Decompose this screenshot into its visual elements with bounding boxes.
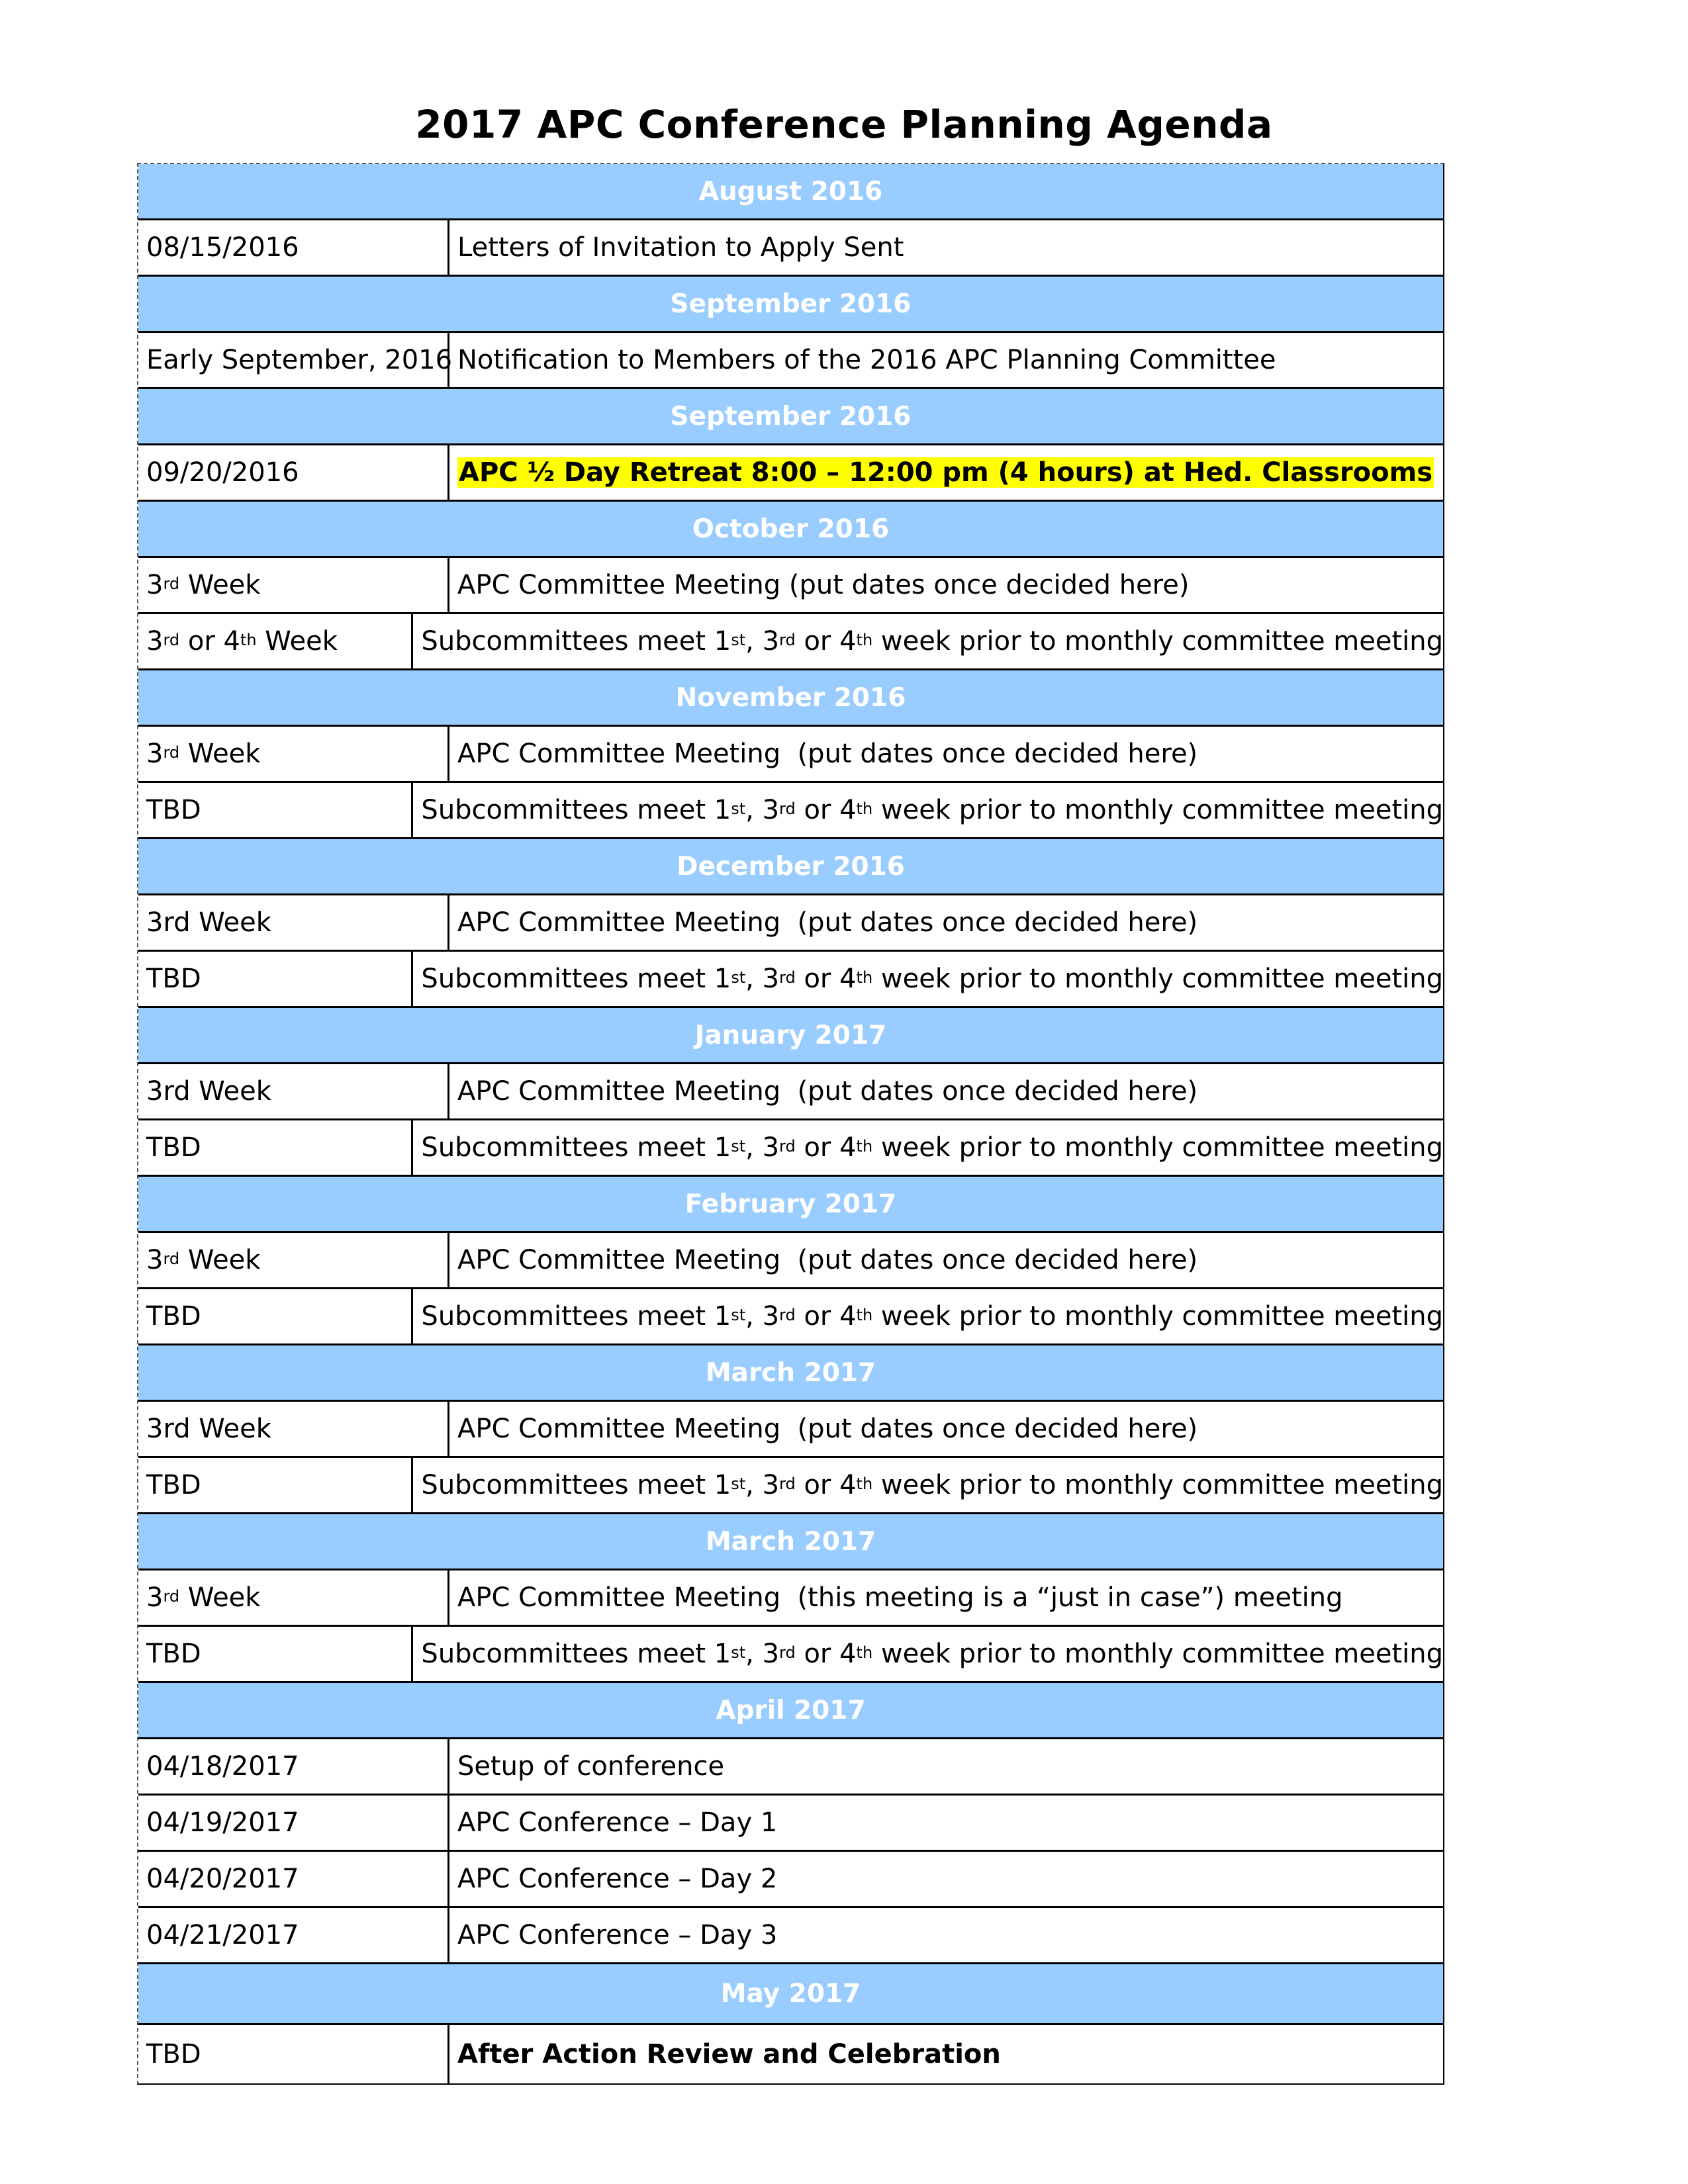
date-cell: 3 $^{rd}$ Week: [138, 558, 449, 612]
description-cell: APC Committee Meeting (put dates once decided here): [457, 570, 1190, 600]
description-cell: APC Conference – Day 1: [457, 1807, 778, 1838]
date-cell: 3 $^{rd}$ Week: [138, 1570, 449, 1625]
description-cell: Subcommittees meet 1 $^{st}$ , 3 $^{rd}$ or 4 $^{th}$ week prior to monthly committee meeting: [421, 1301, 1443, 1332]
description-cell: APC Committee Meeting (put dates once decided here): [457, 739, 1198, 769]
date-cell: TBD: [138, 1627, 413, 1681]
month-label: February 2017: [684, 1189, 897, 1219]
month-header: [138, 277, 1443, 333]
month-label: March 2017: [705, 1357, 876, 1388]
table-row: [138, 727, 1443, 783]
table-row: [138, 2025, 1443, 2083]
month-header: [138, 670, 1443, 727]
description-cell: APC Committee Meeting (this meeting is a “just in case”) meeting: [457, 1582, 1343, 1613]
description-cell: APC Committee Meeting (put dates once decided here): [457, 1245, 1198, 1275]
description-cell: APC Committee Meeting (put dates once decided here): [457, 907, 1198, 938]
table-row: [138, 895, 1443, 952]
description-cell: APC Conference – Day 2: [457, 1864, 778, 1894]
month-header: [138, 1345, 1443, 1402]
month-label: August 2016: [698, 176, 883, 206]
table-row: [138, 1852, 1443, 1908]
date-cell: TBD: [138, 1458, 413, 1512]
date-cell: 3 $^{rd}$ Week: [138, 1233, 449, 1287]
date-cell: TBD: [138, 1120, 413, 1175]
table-row: [138, 1402, 1443, 1458]
date-cell: 04/18/2017: [138, 1739, 449, 1794]
description-cell: Letters of Invitation to Apply Sent: [457, 232, 904, 263]
month-header: [138, 1008, 1443, 1064]
table-row: [138, 952, 1443, 1008]
month-label: September 2016: [670, 289, 912, 319]
month-header: [138, 1514, 1443, 1570]
date-cell: 08/15/2016: [138, 220, 449, 275]
date-cell: 04/21/2017: [138, 1908, 449, 1962]
table-row: [138, 1796, 1443, 1852]
description-cell: Subcommittees meet 1 $^{st}$ , 3 $^{rd}$ or 4 $^{th}$ week prior to monthly committee meeting: [421, 795, 1443, 825]
table-row: [138, 783, 1443, 839]
month-header: [138, 164, 1443, 220]
month-label: May 2017: [720, 1979, 861, 2009]
retreat-highlight: APC ½ Day Retreat 8:00 – 12:00 pm (4 hours) at Hed. Classrooms: [459, 457, 1433, 488]
table-row: [138, 614, 1443, 670]
month-label: April 2017: [716, 1695, 866, 1725]
date-cell: 04/20/2017: [138, 1852, 449, 1906]
month-label: March 2017: [705, 1526, 876, 1557]
month-header: [138, 1964, 1443, 2025]
date-cell: Early September, 2016: [138, 333, 449, 387]
date-cell: TBD: [138, 783, 413, 837]
month-label: November 2016: [675, 682, 906, 713]
date-cell: 04/19/2017: [138, 1796, 449, 1850]
date-cell: 3rd Week: [138, 1402, 449, 1456]
page-title: 2017 APC Conference Planning Agenda: [415, 102, 1273, 147]
date-cell: 3rd Week: [138, 1064, 449, 1118]
description-cell: Subcommittees meet 1 $^{st}$ , 3 $^{rd}$ or 4 $^{th}$ week prior to monthly committee meeting: [421, 1470, 1443, 1500]
month-header: [138, 1683, 1443, 1739]
month-label: December 2016: [677, 851, 905, 882]
table-row: [138, 445, 1443, 502]
table-row: [138, 1627, 1443, 1683]
date-cell: 3 $^{rd}$ or 4 $^{th}$ Week: [138, 614, 413, 668]
date-cell: 3rd Week: [138, 895, 449, 950]
description-cell: APC Committee Meeting (put dates once decided here): [457, 1414, 1198, 1444]
month-header: [138, 839, 1443, 895]
table-row: [138, 1289, 1443, 1345]
table-row: [138, 220, 1443, 277]
table-row: [138, 1739, 1443, 1796]
month-label: September 2016: [670, 401, 912, 432]
description-cell: APC Committee Meeting (put dates once decided here): [457, 1076, 1198, 1107]
table-row: [138, 1570, 1443, 1627]
month-header: [138, 1177, 1443, 1233]
table-row: [138, 1908, 1443, 1964]
date-cell: 3 $^{rd}$ Week: [138, 727, 449, 781]
date-cell: TBD: [138, 952, 413, 1006]
description-cell: Setup of conference: [457, 1751, 725, 1782]
month-header: [138, 389, 1443, 445]
date-cell: TBD: [138, 2025, 449, 2083]
description-cell: Subcommittees meet 1 $^{st}$ , 3 $^{rd}$ or 4 $^{th}$ week prior to monthly committee meeting: [421, 626, 1443, 657]
description-cell: APC Conference – Day 3: [457, 1920, 778, 1950]
description-cell: After Action Review and Celebration: [457, 2039, 1001, 2070]
description-cell: [449, 445, 1443, 500]
description-cell: Notification to Members of the 2016 APC Planning Committee: [457, 345, 1276, 375]
table-row: [138, 1233, 1443, 1289]
table-row: [138, 1064, 1443, 1120]
month-label: January 2017: [694, 1020, 887, 1050]
table-row: [138, 1458, 1443, 1514]
date-cell: TBD: [138, 1289, 413, 1343]
description-cell: Subcommittees meet 1 $^{st}$ , 3 $^{rd}$ or 4 $^{th}$ week prior to monthly committee meeting: [421, 1639, 1443, 1669]
agenda-table: [137, 163, 1444, 2085]
description-cell: Subcommittees meet 1 $^{st}$ , 3 $^{rd}$ or 4 $^{th}$ week prior to monthly committee meeting: [421, 964, 1443, 994]
description-cell: Subcommittees meet 1 $^{st}$ , 3 $^{rd}$ or 4 $^{th}$ week prior to monthly committee meeting: [421, 1132, 1443, 1163]
table-row: [138, 558, 1443, 614]
month-header: [138, 502, 1443, 558]
table-row: [138, 333, 1443, 389]
date-cell: 09/20/2016: [138, 445, 449, 500]
month-label: October 2016: [692, 514, 890, 544]
table-row: [138, 1120, 1443, 1177]
